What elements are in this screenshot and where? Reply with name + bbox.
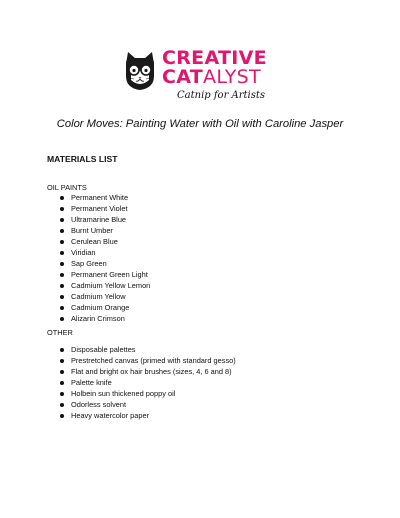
list-item: Ultramarine Blue — [59, 214, 150, 225]
list-item: Holbein sun thickened poppy oil — [59, 388, 236, 399]
logo-word-alyst: ALYST — [203, 66, 261, 88]
list-item: Sap Green — [59, 258, 150, 269]
creative-catalyst-logo — [122, 48, 282, 106]
list-item: Permanent Green Light — [59, 269, 150, 280]
list-item: Heavy watercolor paper — [59, 410, 236, 421]
list-item: Permanent White — [59, 192, 150, 203]
other-label: OTHER — [47, 328, 73, 337]
logo-word-cat: CAT — [162, 66, 204, 88]
other-list — [59, 344, 236, 421]
logo-word-creative: CREATIVE — [162, 47, 267, 69]
list-item: Viridian — [59, 247, 150, 258]
oil-paints-list — [59, 192, 150, 324]
list-item: Cerulean Blue — [59, 236, 150, 247]
list-item: Cadmium Yellow — [59, 291, 150, 302]
list-item: Cadmium Yellow Lemon — [59, 280, 150, 291]
oil-paints-label: OIL PAINTS — [47, 183, 87, 192]
list-item: Alizarin Crimson — [59, 313, 150, 324]
logo-word-catalyst — [162, 67, 261, 87]
list-item: Cadmium Orange — [59, 302, 150, 313]
list-item: Odorless solvent — [59, 399, 236, 410]
list-item: Prestretched canvas (primed with standard gesso) — [59, 355, 236, 366]
list-item: Burnt Umber — [59, 225, 150, 236]
materials-list-heading: MATERIALS LIST — [47, 154, 118, 164]
list-item: Disposable palettes — [59, 344, 236, 355]
list-item: Palette knife — [59, 377, 236, 388]
list-item: Permanent Violet — [59, 203, 150, 214]
logo-tagline: Catnip for Artists — [177, 90, 266, 101]
cat-with-glasses-icon — [122, 50, 158, 92]
document-title: Color Moves: Painting Water with Oil with Caroline Jasper — [56, 118, 344, 130]
list-item: Flat and bright ox hair brushes (sizes, 4, 6 and 8) — [59, 366, 236, 377]
